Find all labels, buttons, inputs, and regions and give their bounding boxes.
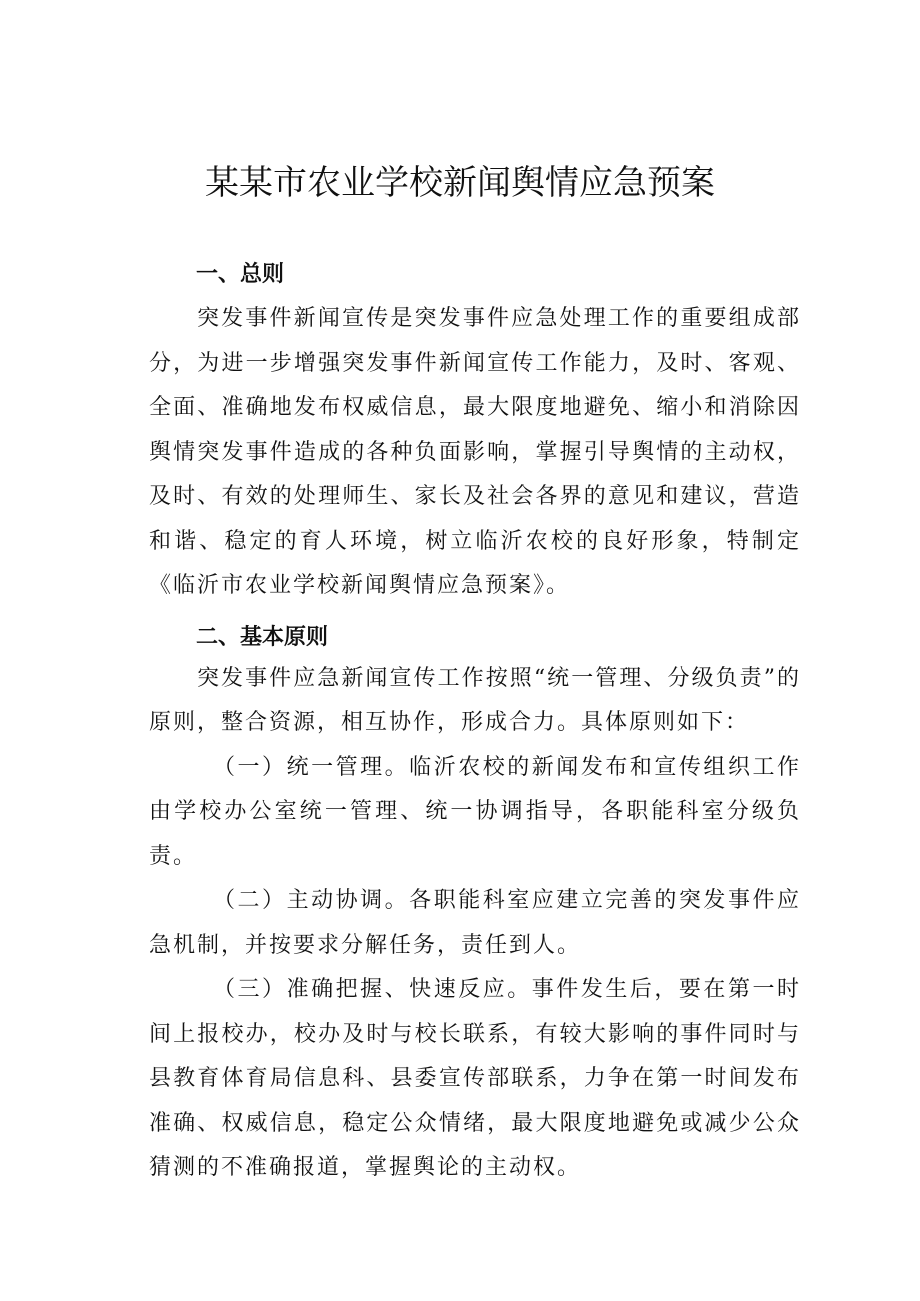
paragraph-general: 突发事件新闻宣传是突发事件应急处理工作的重要组成部分，为进一步增强突发事件新闻宣传工作能力，及时、客观、全面、准确地发布权威信息，最大限度地避免、缩小和消除因舆情突发事件造成的各种负面影响，掌握引导舆情的主动权，及时、有效的处理师生、家长及社会各界的意见和建议，营造和谐、稳定的育人环境，树立临沂农校的良好形象，特制定《临沂市农业学校新闻舆情应急预案》。 [149, 306, 801, 598]
document-title: 某某市农业学校新闻舆情应急预案 [205, 163, 715, 203]
section-heading-general: 一、总则 [196, 262, 285, 287]
paragraph-principles-intro: 突发事件应急新闻宣传工作按照“统一管理、分级负责”的原则，整合资源，相互协作，形成合力。具体原则如下： [149, 665, 801, 735]
document-body [149, 256, 801, 1191]
section-heading-principles: 二、基本原则 [196, 624, 329, 650]
paragraph-principle-3: （三）准确把握、快速反应。事件发生后，要在第一时间上报校办，校办及时与校长联系，有较大影响的事件同时与县教育体育局信息科、县委宣传部联系，力争在第一时间发布准确、权威信息，稳定公众情绪，最大限度地避免或减少公众猜测的不准确报道，掌握舆论的主动权。 [149, 977, 801, 1180]
paragraph-principle-2: （二）主动协调。各职能科室应建立完善的突发事件应急机制，并按要求分解任务，责任到人。 [149, 888, 801, 958]
paragraph-principle-1: （一）统一管理。临沂农校的新闻发布和宣传组织工作由学校办公室统一管理、统一协调指导，各职能科室分级负责。 [149, 754, 801, 869]
